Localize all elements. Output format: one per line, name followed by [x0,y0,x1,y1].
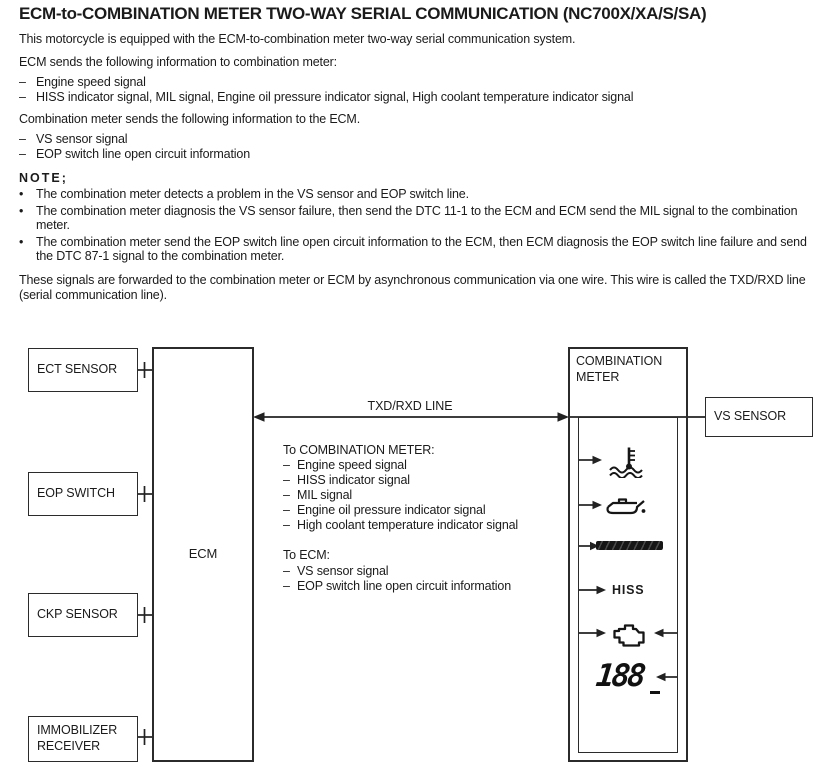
ect-sensor-label: ECT SENSOR [37,362,118,377]
dash-marker: – [19,132,26,146]
dash-marker: – [19,75,26,89]
to-ecm-heading: To ECM: [283,548,330,563]
note-item-text: The combination meter diagnosis the VS sensor failure, then send the DTC 11-1 to the ECM and ECM send the MIL signal to the combination meter. [36,203,798,233]
annotation-item [283,503,563,518]
combination-meter-label: COMBINATION METER [576,354,663,385]
dash-marker: – [283,563,290,578]
odometer-segment-display: 188 [594,658,645,694]
note-item-text: The combination meter send the EOP switch line open circuit information to the ECM, then ECM diagnosis the EOP switch line failure and send the DTC 87-1 signal to the combination meter. [36,234,807,264]
ecm-sends-heading: ECM sends the following information to combination meter: [19,55,337,69]
ecm-label: ECM [188,546,218,562]
immobilizer-receiver-box [28,716,138,762]
list-item-text: EOP switch line open circuit information [36,147,251,161]
meter-sends-heading: Combination meter sends the following information to the ECM. [19,112,361,126]
note-item [19,204,817,233]
dash-marker: – [283,503,290,518]
list-item [19,132,817,147]
ecm-box [152,347,254,762]
txd-rxd-line-label: TXD/RXD LINE [367,399,453,413]
dash-marker: – [283,488,290,503]
annotation-item [283,488,563,503]
dash-marker: – [19,90,26,104]
list-item-text: Engine speed signal [36,75,146,89]
annotation-item [283,564,563,579]
dash-marker: – [19,147,26,161]
dash-marker: – [283,518,290,533]
vs-sensor-box [705,397,813,437]
segment-display-tail-mark [650,691,660,694]
ecm-sends-list [19,75,817,105]
ect-sensor-box [28,348,138,392]
page-title: ECM-to-COMBINATION METER TWO-WAY SERIAL COMMUNICATION (NC700X/XA/S/SA) [19,4,707,23]
dash-marker: – [283,473,290,488]
hiss-indicator-label: HISS [612,583,645,597]
list-item [19,75,817,90]
list-item-text: HISS indicator signal, MIL signal, Engine oil pressure indicator signal, High coolant temperature indicator signal [36,90,634,104]
text-column [19,4,817,311]
note-item [19,235,817,264]
meter-sends-list [19,132,817,162]
ckp-sensor-label: CKP SENSOR [37,607,118,622]
eop-switch-box [28,472,138,516]
bullet-marker: • [19,187,24,201]
ckp-sensor-box [28,593,138,637]
immobilizer-receiver-label: IMMOBILIZER RECEIVER [37,723,118,753]
intro-paragraph: This motorcycle is equipped with the ECM-to-combination meter two-way serial communication system. [19,32,576,46]
signal-annotation [283,442,563,594]
annotation-item-text: MIL signal [297,488,353,503]
list-item [19,147,817,162]
list-item [19,90,817,105]
dash-marker: – [283,458,290,473]
note-item [19,187,817,202]
annotation-item [283,579,563,594]
bullet-marker: • [19,234,24,249]
annotation-item-text: EOP switch line open circuit information [297,578,512,593]
annotation-item [283,458,563,473]
note-label: NOTE; [19,171,68,185]
to-meter-heading: To COMBINATION METER: [283,443,435,457]
vs-sensor-label: VS SENSOR [714,409,787,424]
dash-marker: – [283,578,290,593]
note-item-text: The combination meter detects a problem in the VS sensor and EOP switch line. [36,187,469,201]
eop-switch-label: EOP SWITCH [37,486,115,501]
annotation-item-text: Engine oil pressure indicator signal [297,503,486,518]
annotation-item-text: High coolant temperature indicator signal [297,518,519,533]
segment-bar-display-icon [596,541,663,550]
annotation-item-text: HISS indicator signal [297,473,410,488]
annotation-item [283,473,563,488]
annotation-item [283,518,563,533]
bullet-marker: • [19,203,24,218]
high-coolant-temperature-icon [606,446,648,478]
engine-oil-pressure-icon [603,492,649,520]
annotation-item-text: Engine speed signal [297,458,407,473]
mil-check-engine-icon [606,619,650,649]
note-list [19,187,817,264]
list-item-text: VS sensor signal [36,132,128,146]
annotation-item-text: VS sensor signal [297,563,389,578]
closing-paragraph: These signals are forwarded to the combination meter or ECM by asynchronous communication via one wire. This wire is called the TXD/RXD line (serial communication line). [19,272,806,302]
